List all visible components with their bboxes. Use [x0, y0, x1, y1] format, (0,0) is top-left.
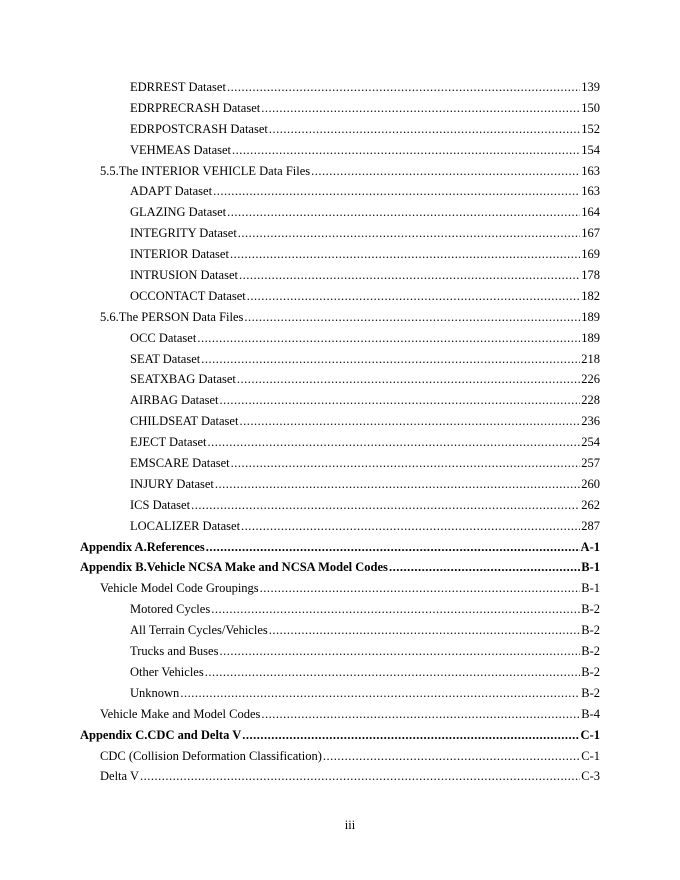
- dot-leader: [244, 307, 580, 328]
- toc-entry[interactable]: [0, 286, 680, 307]
- toc-entry-title: Trucks and Buses: [130, 644, 219, 659]
- toc-entry-title: EDRPOSTCRASH Dataset: [130, 121, 268, 136]
- toc-entry-page: 150: [581, 100, 600, 115]
- toc-entry[interactable]: [0, 725, 680, 746]
- dot-leader: [239, 411, 580, 432]
- dot-leader: [232, 140, 580, 161]
- toc-entry-page: C-3: [581, 769, 600, 784]
- toc-entry-page: 226: [581, 372, 600, 387]
- toc-entry-page: 260: [581, 476, 600, 491]
- toc-entry[interactable]: [0, 98, 680, 119]
- toc-entry[interactable]: [0, 516, 680, 537]
- toc-entry-title: VEHMEAS Dataset: [130, 142, 232, 157]
- toc-entry-title: SEAT Dataset: [130, 351, 201, 366]
- toc-entry-page: 287: [581, 518, 600, 533]
- toc-entry-title: GLAZING Dataset: [130, 205, 227, 220]
- dot-leader: [269, 119, 580, 140]
- toc-entry-number: Appendix C.: [80, 727, 148, 742]
- dot-leader: [197, 328, 580, 349]
- toc-entry-title: Vehicle Make and Model Codes: [100, 706, 261, 721]
- toc-entry-title: INJURY Dataset: [130, 476, 214, 491]
- dot-leader: [230, 244, 580, 265]
- toc-entry[interactable]: [0, 662, 680, 683]
- dot-leader: [208, 432, 581, 453]
- toc-entry[interactable]: [0, 328, 680, 349]
- toc-entry-title: OCCONTACT Dataset: [130, 288, 246, 303]
- toc-entry-title: CDC and Delta V: [147, 727, 242, 742]
- toc-entry-title: OCC Dataset: [130, 330, 197, 345]
- toc-entry-page: C-1: [581, 748, 600, 763]
- toc-entry[interactable]: [0, 557, 680, 578]
- toc-entry[interactable]: [0, 474, 680, 495]
- toc-entry-title: Vehicle Model Code Groupings: [100, 581, 259, 596]
- toc-entry-title: EDRPRECRASH Dataset: [130, 100, 261, 115]
- toc-entry-page: 189: [581, 309, 600, 324]
- toc-entry-page: 163: [581, 163, 600, 178]
- dot-leader: [389, 557, 580, 578]
- toc-entry-page: 163: [581, 184, 600, 199]
- toc-entry-page: B-2: [581, 685, 600, 700]
- toc-entry-title: AIRBAG Dataset: [130, 393, 219, 408]
- dot-leader: [241, 516, 580, 537]
- toc-entry-page: A-1: [580, 539, 600, 554]
- toc-entry-page: 139: [581, 80, 600, 94]
- toc-entry-page: 262: [581, 497, 600, 512]
- toc-entry-number: Appendix B.: [80, 560, 147, 575]
- dot-leader: [215, 474, 580, 495]
- dot-leader: [227, 202, 580, 223]
- toc-entry-page: B-1: [581, 560, 600, 575]
- toc-entry[interactable]: [0, 202, 680, 223]
- toc-entry-number: 5.6.: [100, 309, 119, 324]
- toc-entry[interactable]: [0, 641, 680, 662]
- toc-entry[interactable]: [0, 537, 680, 558]
- toc-entry-page: 257: [581, 456, 600, 471]
- dot-leader: [205, 662, 581, 683]
- toc-entry[interactable]: [0, 746, 680, 767]
- toc-entry[interactable]: [0, 432, 680, 453]
- dot-leader: [211, 599, 580, 620]
- toc-entry-title: LOCALIZER Dataset: [130, 518, 241, 533]
- dot-leader: [227, 77, 580, 98]
- dot-leader: [180, 683, 580, 704]
- toc-entry[interactable]: [0, 244, 680, 265]
- toc-entry[interactable]: [0, 683, 680, 704]
- toc-entry-page: 154: [581, 142, 600, 157]
- dot-leader: [219, 641, 580, 662]
- toc-entry[interactable]: [0, 411, 680, 432]
- toc-entry[interactable]: [0, 140, 680, 161]
- toc-entry[interactable]: [0, 578, 680, 599]
- toc-entry-title: Vehicle NCSA Make and NCSA Model Codes: [146, 560, 388, 575]
- dot-leader: [239, 265, 580, 286]
- toc-entry-page: B-2: [581, 602, 600, 617]
- toc-entry-page: 167: [581, 226, 600, 241]
- toc-entry-page: 254: [581, 435, 600, 450]
- toc-entry-title: The PERSON Data Files: [118, 309, 244, 324]
- toc-entry-title: Other Vehicles: [130, 664, 204, 679]
- toc-entry-title: EDRREST Dataset: [130, 80, 226, 94]
- dot-leader: [140, 766, 580, 787]
- toc-entry-title: INTRUSION Dataset: [130, 268, 238, 283]
- toc-entry-page: B-4: [581, 706, 600, 721]
- dot-leader: [231, 453, 581, 474]
- toc-entry-title: The INTERIOR VEHICLE Data Files: [118, 163, 311, 178]
- dot-leader: [220, 390, 581, 411]
- dot-leader: [213, 181, 580, 202]
- toc-entry-number: 5.5.: [100, 163, 119, 178]
- toc-entry[interactable]: [0, 495, 680, 516]
- toc-entry-page: B-2: [581, 623, 600, 638]
- toc-entry-page: B-1: [581, 581, 600, 596]
- toc-entry-page: 152: [581, 121, 600, 136]
- toc-entry-title: INTEGRITY Dataset: [130, 226, 237, 241]
- toc-entry[interactable]: [0, 766, 680, 787]
- toc-entry-page: 218: [581, 351, 600, 366]
- toc-entry[interactable]: [0, 307, 680, 328]
- toc-entry-title: EJECT Dataset: [130, 435, 207, 450]
- toc-entry-page: 178: [581, 268, 600, 283]
- table-of-contents: [0, 77, 680, 787]
- toc-entry[interactable]: [0, 369, 680, 390]
- dot-leader: [242, 725, 579, 746]
- toc-entry-page: 182: [581, 288, 600, 303]
- dot-leader: [201, 349, 580, 370]
- toc-entry-title: SEATXBAG Dataset: [130, 372, 236, 387]
- dot-leader: [311, 161, 580, 182]
- toc-entry-page: C-1: [580, 727, 600, 742]
- toc-entry[interactable]: [0, 223, 680, 244]
- toc-entry-title: CHILDSEAT Dataset: [130, 414, 239, 429]
- dot-leader: [206, 537, 580, 558]
- toc-entry-page: 189: [581, 330, 600, 345]
- toc-entry[interactable]: [0, 265, 680, 286]
- toc-entry-title: ICS Dataset: [130, 497, 191, 512]
- toc-entry[interactable]: [0, 349, 680, 370]
- toc-entry[interactable]: [0, 161, 680, 182]
- page-number: iii: [344, 818, 356, 832]
- dot-leader: [238, 223, 580, 244]
- dot-leader: [237, 369, 580, 390]
- toc-entry[interactable]: [0, 620, 680, 641]
- toc-entry-title: References: [146, 539, 205, 554]
- toc-entry-title: ADAPT Dataset: [130, 184, 213, 199]
- dot-leader: [261, 704, 580, 725]
- toc-entry-title: Unknown: [130, 685, 180, 700]
- toc-entry-title: EMSCARE Dataset: [130, 456, 230, 471]
- toc-entry[interactable]: [0, 390, 680, 411]
- dot-leader: [191, 495, 580, 516]
- toc-entry-title: Delta V: [100, 769, 139, 784]
- toc-entry[interactable]: [0, 181, 680, 202]
- toc-entry-page: 228: [581, 393, 600, 408]
- toc-entry-title: All Terrain Cycles/Vehicles: [130, 623, 268, 638]
- toc-entry-page: 236: [581, 414, 600, 429]
- toc-entry-page: 164: [581, 205, 600, 220]
- dot-leader: [269, 620, 581, 641]
- toc-entry-page: 169: [581, 247, 600, 262]
- dot-leader: [260, 578, 581, 599]
- toc-entry[interactable]: [0, 77, 680, 98]
- toc-entry[interactable]: [0, 119, 680, 140]
- toc-entry-title: INTERIOR Dataset: [130, 247, 229, 262]
- dot-leader: [261, 98, 580, 119]
- toc-entry-page: B-2: [581, 664, 600, 679]
- toc-entry-page: B-2: [581, 644, 600, 659]
- dot-leader: [247, 286, 580, 307]
- toc-entry[interactable]: [0, 704, 680, 725]
- toc-entry-title: CDC (Collision Deformation Classification): [100, 748, 322, 763]
- toc-entry-title: Motored Cycles: [130, 602, 211, 617]
- dot-leader: [323, 746, 580, 767]
- toc-entry[interactable]: [0, 453, 680, 474]
- toc-entry-number: Appendix A.: [80, 539, 147, 554]
- toc-entry[interactable]: [0, 599, 680, 620]
